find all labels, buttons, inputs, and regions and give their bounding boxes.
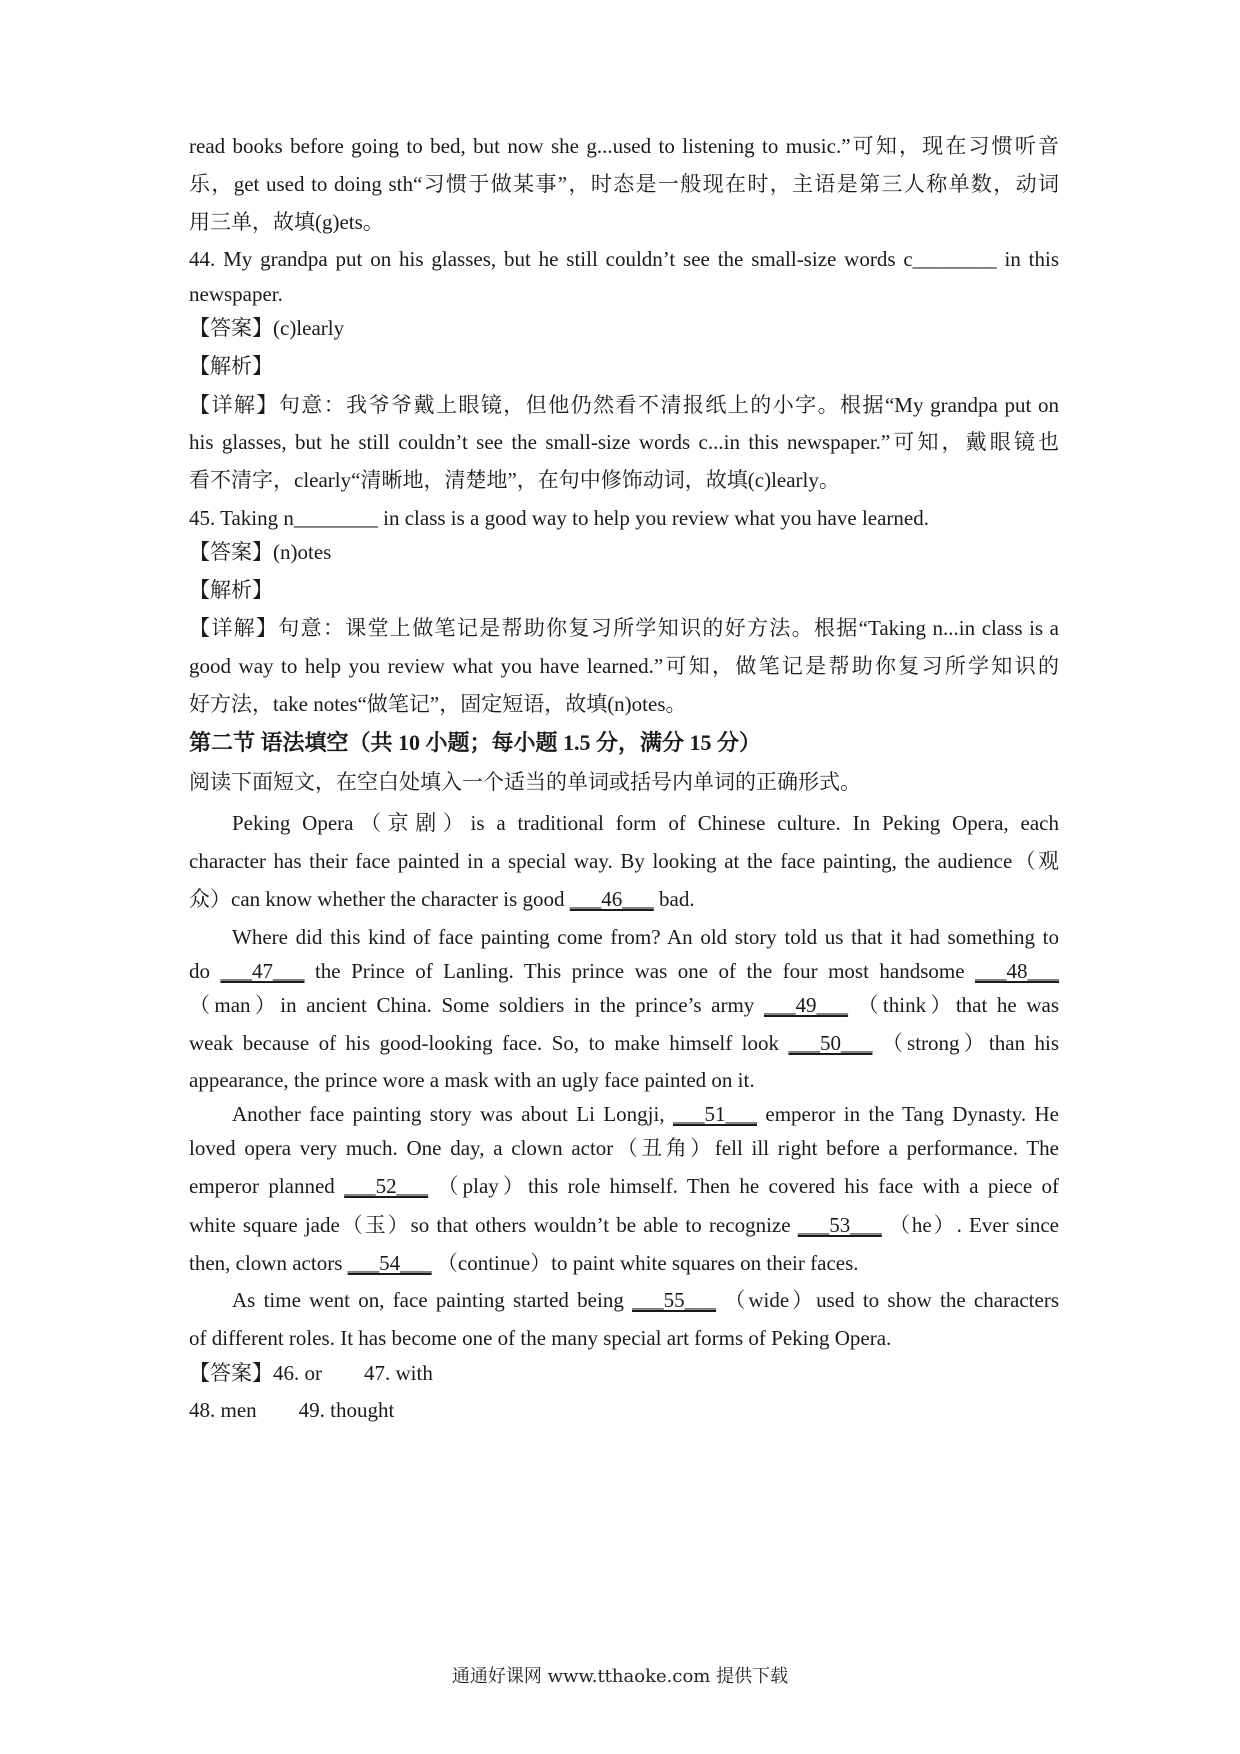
passage-line: do ___47___ the Prince of Lanling. This prince was one of the four most handsome ___48___	[189, 956, 1059, 986]
passage-line: （man）in ancient China. Some soldiers in the prince’s army ___49___ （think）that he was	[189, 990, 1059, 1020]
detail-text: 句意：我爷爷戴上眼镜，但他仍然看不清报纸上的小字。根据“My grandpa put on	[278, 393, 1060, 417]
blank-53: ___53___	[797, 1213, 882, 1237]
analysis-tag	[189, 351, 1059, 381]
passage-line: white square jade（玉）so that others wouldn’t be able to recognize ___53___ （he）. Ever since	[189, 1210, 1059, 1240]
text-line: 乐，get used to doing sth“习惯于做某事”，时态是一般现在时，主语是第三人称单数，动词	[189, 172, 1059, 196]
analysis-tag	[189, 575, 1059, 605]
passage-line: emperor planned ___52___ （play）this role himself. Then he covered his face with a piece of	[189, 1171, 1059, 1201]
answer-48: 48. men	[189, 1398, 257, 1422]
answer-line	[189, 313, 1059, 343]
passage-line: 众）can know whether the character is good ___46___ bad.	[189, 884, 1059, 914]
text-line: 看不清字，clearly“清晰地，清楚地”，在句中修饰动词，故填(c)learly。	[189, 468, 840, 492]
answer-49: 49. thought	[298, 1398, 395, 1422]
detail-tag: 【详解】	[189, 616, 279, 640]
blank-52: ___52___	[344, 1174, 429, 1198]
passage-line: loved opera very much. One day, a clown actor（丑角）fell ill right before a performance. The	[189, 1136, 1059, 1160]
analysis-tag-text: 【解析】	[189, 354, 273, 378]
blank-54: ___54___	[347, 1251, 432, 1275]
blank-49: ___49___	[763, 993, 848, 1017]
answers-line	[189, 1395, 1059, 1425]
answer-47: 47. with	[364, 1361, 433, 1385]
blank-46: ___46___	[569, 887, 654, 911]
passage-line: Where did this kind of face painting come from? An old story told us that it had something to	[232, 925, 1059, 949]
text-line: 好方法，take notes“做笔记”，固定短语，故填(n)otes。	[189, 692, 687, 716]
answers-line	[189, 1358, 1059, 1388]
passage-line: character has their face painted in a special way. By looking at the face painting, the audience（观	[189, 849, 1059, 873]
analysis-tag-text: 【解析】	[189, 578, 273, 602]
answer-46: 46. or	[273, 1361, 322, 1385]
answer-tag: 【答案】	[189, 1361, 273, 1385]
blank-51: ___51___	[673, 1102, 757, 1126]
section-instruction: 阅读下面短文，在空白处填入一个适当的单词或括号内单词的正确形式。	[189, 770, 861, 794]
answer-text: (n)otes	[273, 540, 332, 564]
passage-line: then, clown actors ___54___ （continue）to paint white squares on their faces.	[189, 1248, 1059, 1278]
text-line: read books before going to bed, but now she g...used to listening to music.”可知，现在习惯听音	[189, 134, 1059, 158]
detail-line	[189, 390, 1059, 420]
page-footer: 通通好课网 www.tthaoke.com 提供下载	[451, 1666, 789, 1687]
passage-line: weak because of his good-looking face. So, to make himself look ___50___ （strong）than his	[189, 1028, 1059, 1058]
answer-tag: 【答案】	[189, 540, 273, 564]
question-44-cont: newspaper.	[189, 282, 283, 306]
blank-47: ___47___	[220, 959, 305, 983]
answer-text: (c)learly	[273, 316, 345, 340]
text-line: good way to help you review what you have learned.”可知，做笔记是帮助你复习所学知识的	[189, 654, 1059, 678]
answer-tag: 【答案】	[189, 316, 273, 340]
detail-text: 句意：课堂上做笔记是帮助你复习所学知识的好方法。根据“Taking n...in class is a	[278, 616, 1060, 640]
passage-line: Another face painting story was about Li Longji, ___51___ emperor in the Tang Dynasty. He	[232, 1099, 1059, 1129]
detail-tag: 【详解】	[189, 393, 279, 417]
question-44: 44. My grandpa put on his glasses, but he still couldn’t see the small-size words c________ in this	[189, 247, 1059, 271]
question-45: 45. Taking n________ in class is a good way to help you review what you have learned.	[189, 506, 929, 530]
text-line: his glasses, but he still couldn’t see the small-size words c...in this newspaper.”可知，戴眼镜也	[189, 430, 1059, 454]
section-heading: 第二节 语法填空（共 10 小题；每小题 1.5 分，满分 15 分）	[189, 730, 762, 755]
answer-line	[189, 537, 1059, 567]
blank-48: ___48___	[975, 959, 1060, 983]
passage-line: As time went on, face painting started being ___55___ （wide）used to show the characters	[232, 1285, 1059, 1315]
passage-line: Peking Opera（京剧）is a traditional form of Chinese culture. In Peking Opera, each	[232, 811, 1059, 835]
text-line: 用三单，故填(g)ets。	[189, 210, 384, 234]
detail-line	[189, 613, 1059, 643]
passage-line: of different roles. It has become one of the many special art forms of Peking Opera.	[189, 1326, 892, 1350]
passage-line: appearance, the prince wore a mask with an ugly face painted on it.	[189, 1068, 755, 1092]
blank-55: ___55___	[632, 1288, 717, 1312]
blank-50: ___50___	[788, 1031, 873, 1055]
